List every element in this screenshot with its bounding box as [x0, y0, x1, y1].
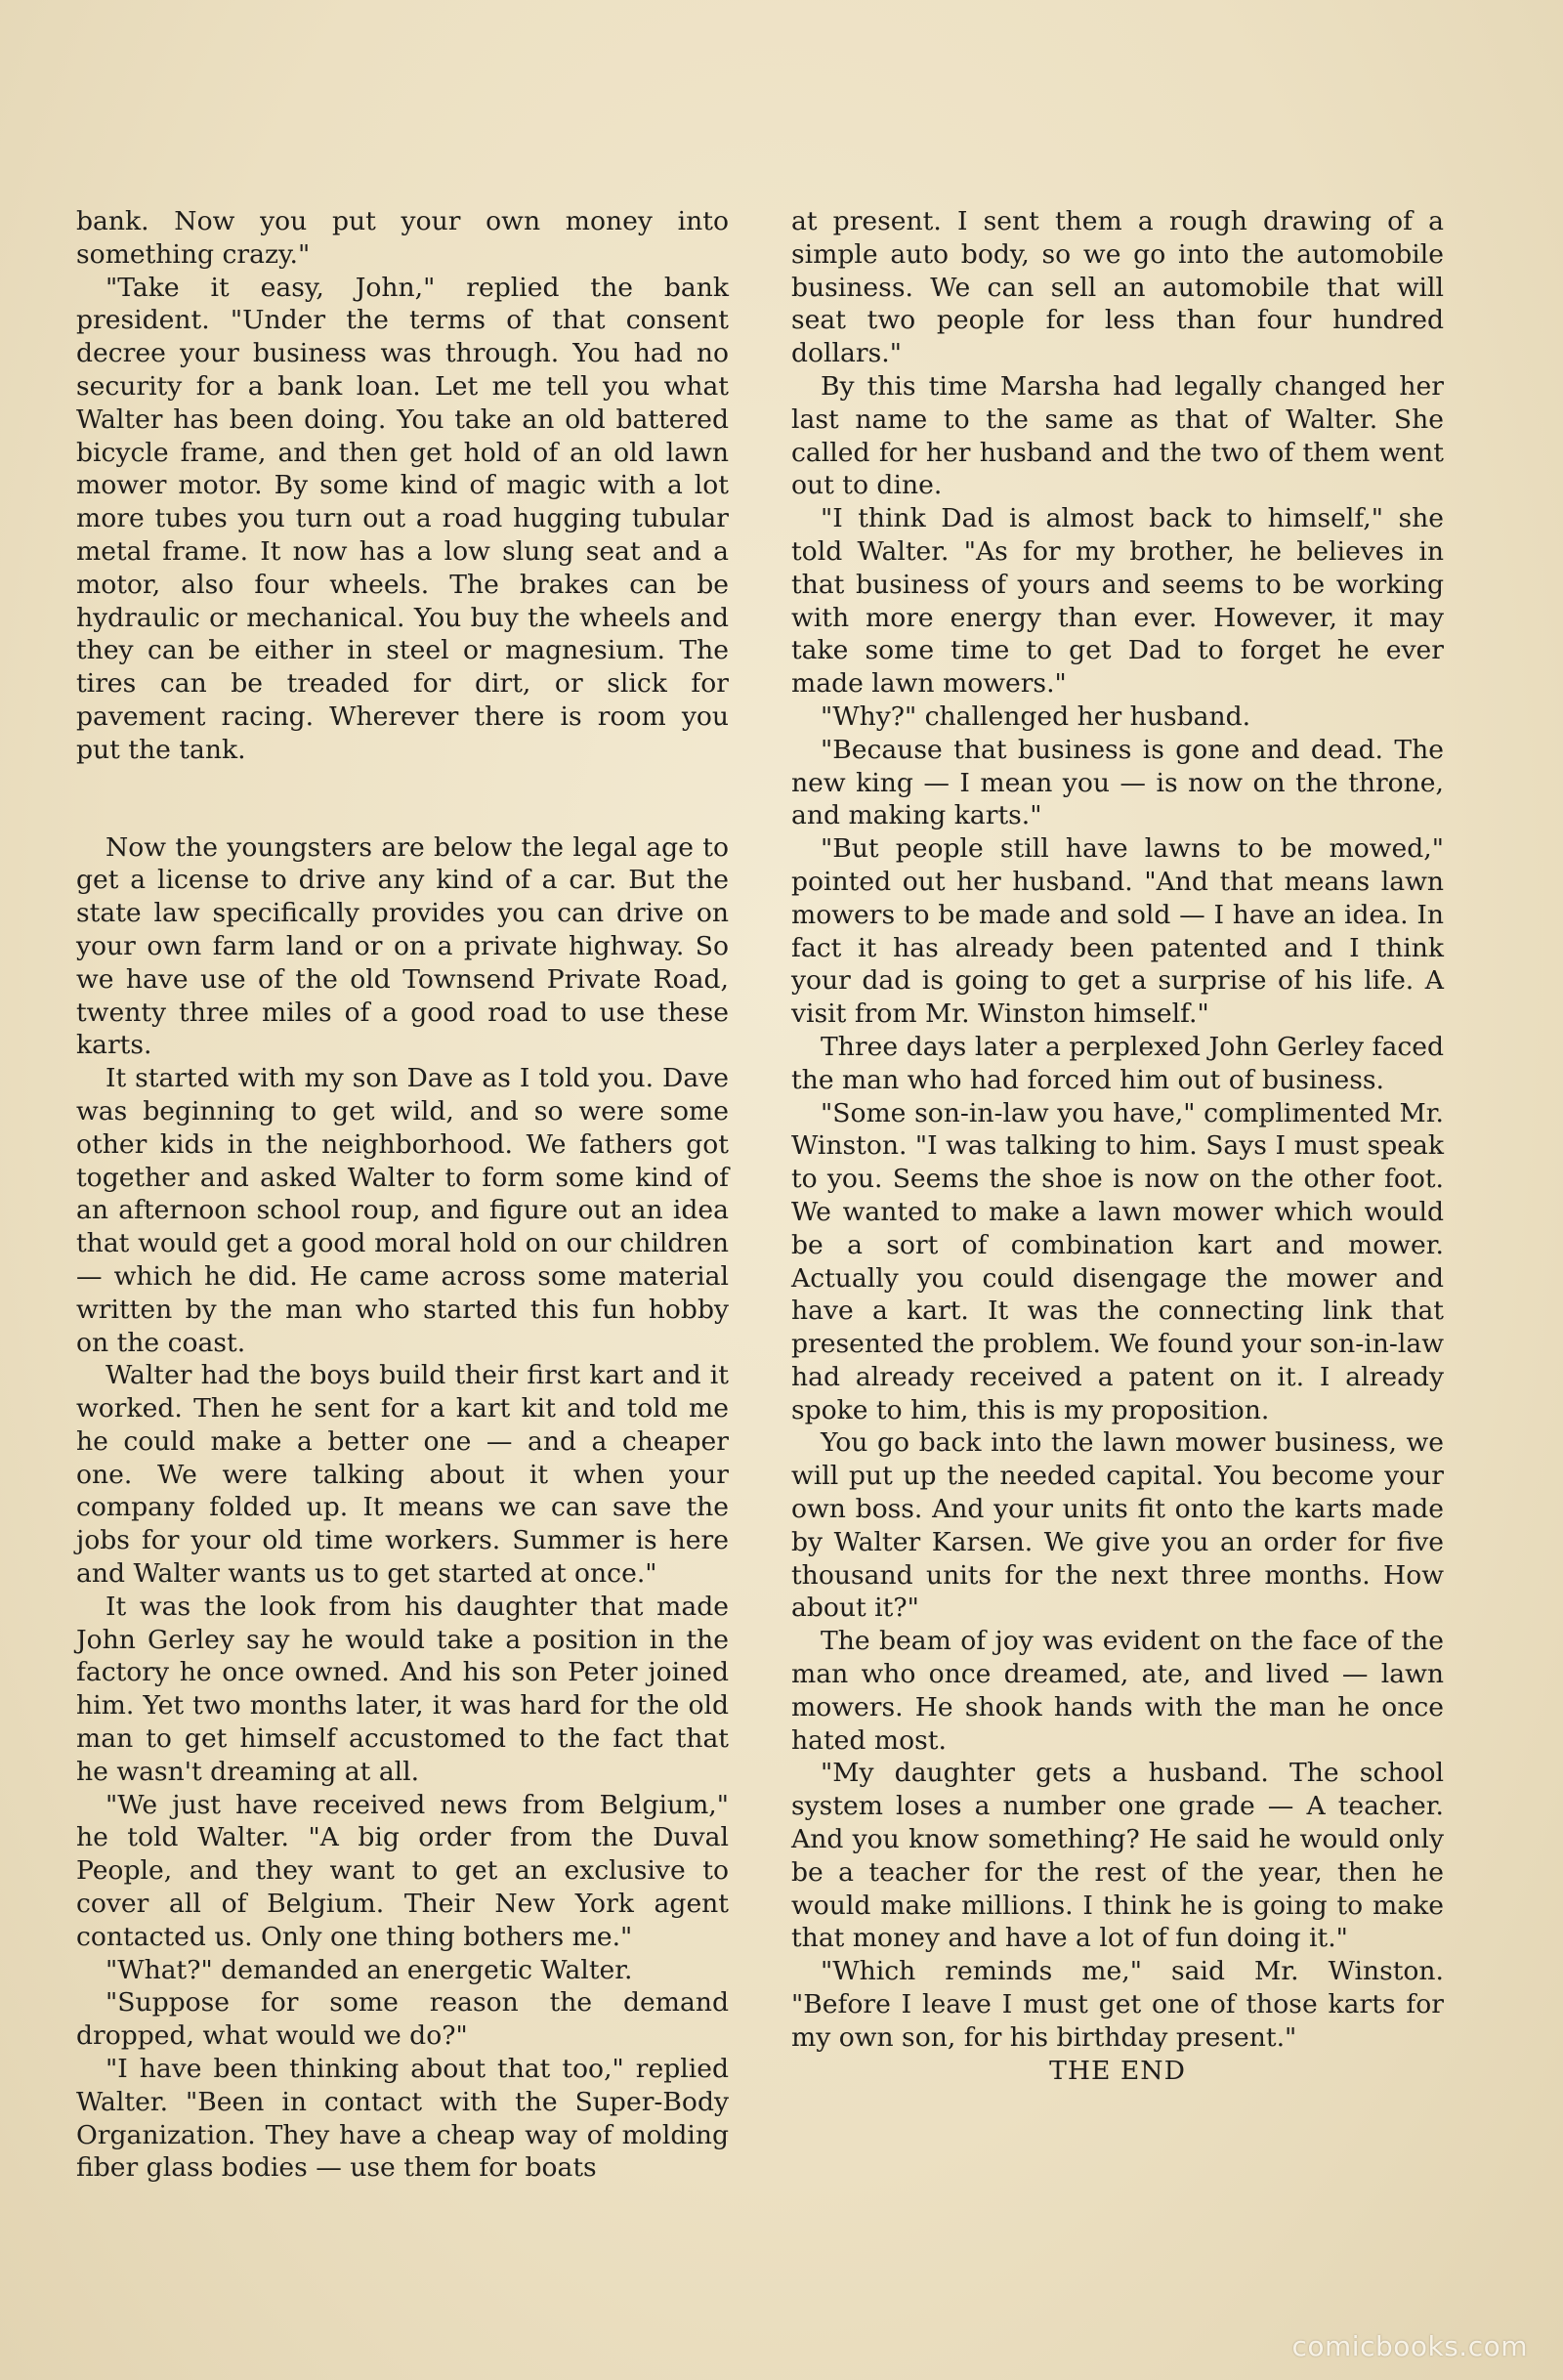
paragraph: It started with my son Dave as I told you. Dave was beginning to get wild, and so were some other kids in the neighborhood. We fathers got together and asked Walter to form some kind of an afternoon school roup, and figure out an idea that would get a good moral hold on our children — which he did. He came across some material written by the man who started this fun hobby on the coast.: [76, 1063, 729, 1358]
paragraph: at present. I sent them a rough drawing of a simple auto body, so we go into the automobile business. We can sell an automobile that will seat two people for less than four hundred dollars.": [791, 206, 1444, 369]
paragraph: bank. Now you put your own money into something crazy.": [76, 206, 729, 270]
paragraph: It was the look from his daughter that made John Gerley say he would take a position in the factory he once owned. And his son Peter joined him. Yet two months later, it was hard for the old man to get himself accustomed to the fact that he wasn't dreaming at all.: [76, 1591, 729, 1787]
paragraph: "I think Dad is almost back to himself," she told Walter. "As for my brother, he believes in that business of yours and seems to be working with more energy than ever. However, it may take some time to get Dad to forget he ever made lawn mowers.": [791, 503, 1444, 700]
paragraph: You go back into the lawn mower business, we will put up the needed capital. You become your own boss. And your units fit onto the karts made by Walter Karsen. We give you an order for five thousand units for the next three months. How about it?": [791, 1427, 1444, 1624]
paragraph: "My daughter gets a husband. The school system loses a number one grade — A teacher. And you know something? He said he would only be a teacher for the rest of the year, then he would make millions. I think he is going to make that money and have a lot of fun doing it.": [791, 1758, 1444, 1954]
right-text-column: [791, 205, 1444, 2087]
paragraph: Now the youngsters are below the legal age to get a license to drive any kind of a car. But the state law specifically provides you can drive on your own farm land or on a private highway. So we have use of the old Townsend Private Road, twenty three miles of a good road to use these karts.: [76, 831, 729, 1061]
paragraph: "Take it easy, John," replied the bank president. "Under the terms of that consent decree your business was through. You had no security for a bank loan. Let me tell you what Walter has been doing. You take an old battered bicycle frame, and then get hold of an old lawn mower motor. By some kind of magic with a lot more tubes you turn out a road hugging tubular metal frame. It now has a low slung seat and a motor, also four wheels. The brakes can be hydraulic or mechanical. You buy the wheels and they can be either in steel or magnesium. The tires can be treaded for dirt, or slick for pavement racing. Wherever there is room you put the tank.: [76, 272, 729, 765]
paragraph: "Some son-in-law you have," complimented Mr. Winston. "I was talking to him. Says I must speak to you. Seems the shoe is now on the other foot. We wanted to make a lawn mower which would be a sort of combination kart and mower. Actually you could disengage the mower and have a kart. It was the connecting link that presented the problem. We found your son-in-law had already received a patent on it. I already spoke to him, this is my proposition.: [791, 1097, 1444, 1425]
paragraph: "I have been thinking about that too," replied Walter. "Been in contact with the Super-Body Organization. They have a cheap way of molding fiber glass bodies — use them for boats: [76, 2054, 729, 2184]
the-end-label: THE END: [1049, 2055, 1186, 2086]
paragraph: "Suppose for some reason the demand dropped, what would we do?": [76, 1987, 729, 2052]
left-text-column: [76, 205, 729, 2185]
paragraph: "What?" demanded an energetic Walter.: [106, 1954, 633, 1985]
paragraph: By this time Marsha had legally changed her last name to the same as that of Walter. She called for her husband and the two of them went out to dine.: [791, 370, 1444, 501]
paragraph: "Why?" challenged her husband.: [821, 701, 1251, 732]
paragraph: The beam of joy was evident on the face of the man who once dreamed, ate, and lived — lawn mowers. He shook hands with the man he once hated most.: [791, 1626, 1444, 1756]
paragraph: "But people still have lawns to be mowed," pointed out her husband. "And that means lawn mowers to be made and sold — I have an idea. In fact it has already been patented and I think your dad is going to get a surprise of his life. A visit from Mr. Winston himself.": [791, 833, 1444, 1030]
paragraph: "Because that business is gone and dead. The new king — I mean you — is now on the throne, and making karts.": [791, 734, 1444, 831]
paragraph: "Which reminds me," said Mr. Winston. "Before I leave I must get one of those karts for my own son, for his birthday present.": [791, 1956, 1444, 2053]
paragraph: Walter had the boys build their first kart and it worked. Then he sent for a kart kit and told me he could make a better one — and a cheaper one. We were talking about it when your company folded up. It means we can save the jobs for your old time workers. Summer is here and Walter wants us to get started at once.": [76, 1360, 729, 1590]
site-watermark: comicbooks.com: [1291, 2330, 1528, 2362]
paragraph: Three days later a perplexed John Gerley faced the man who had forced him out of business.: [791, 1031, 1444, 1095]
paragraph: "We just have received news from Belgium," he told Walter. "A big order from the Duval People, and they want to get an exclusive to cover all of Belgium. Their New York agent contacted us. Only one thing bothers me.": [76, 1789, 729, 1952]
